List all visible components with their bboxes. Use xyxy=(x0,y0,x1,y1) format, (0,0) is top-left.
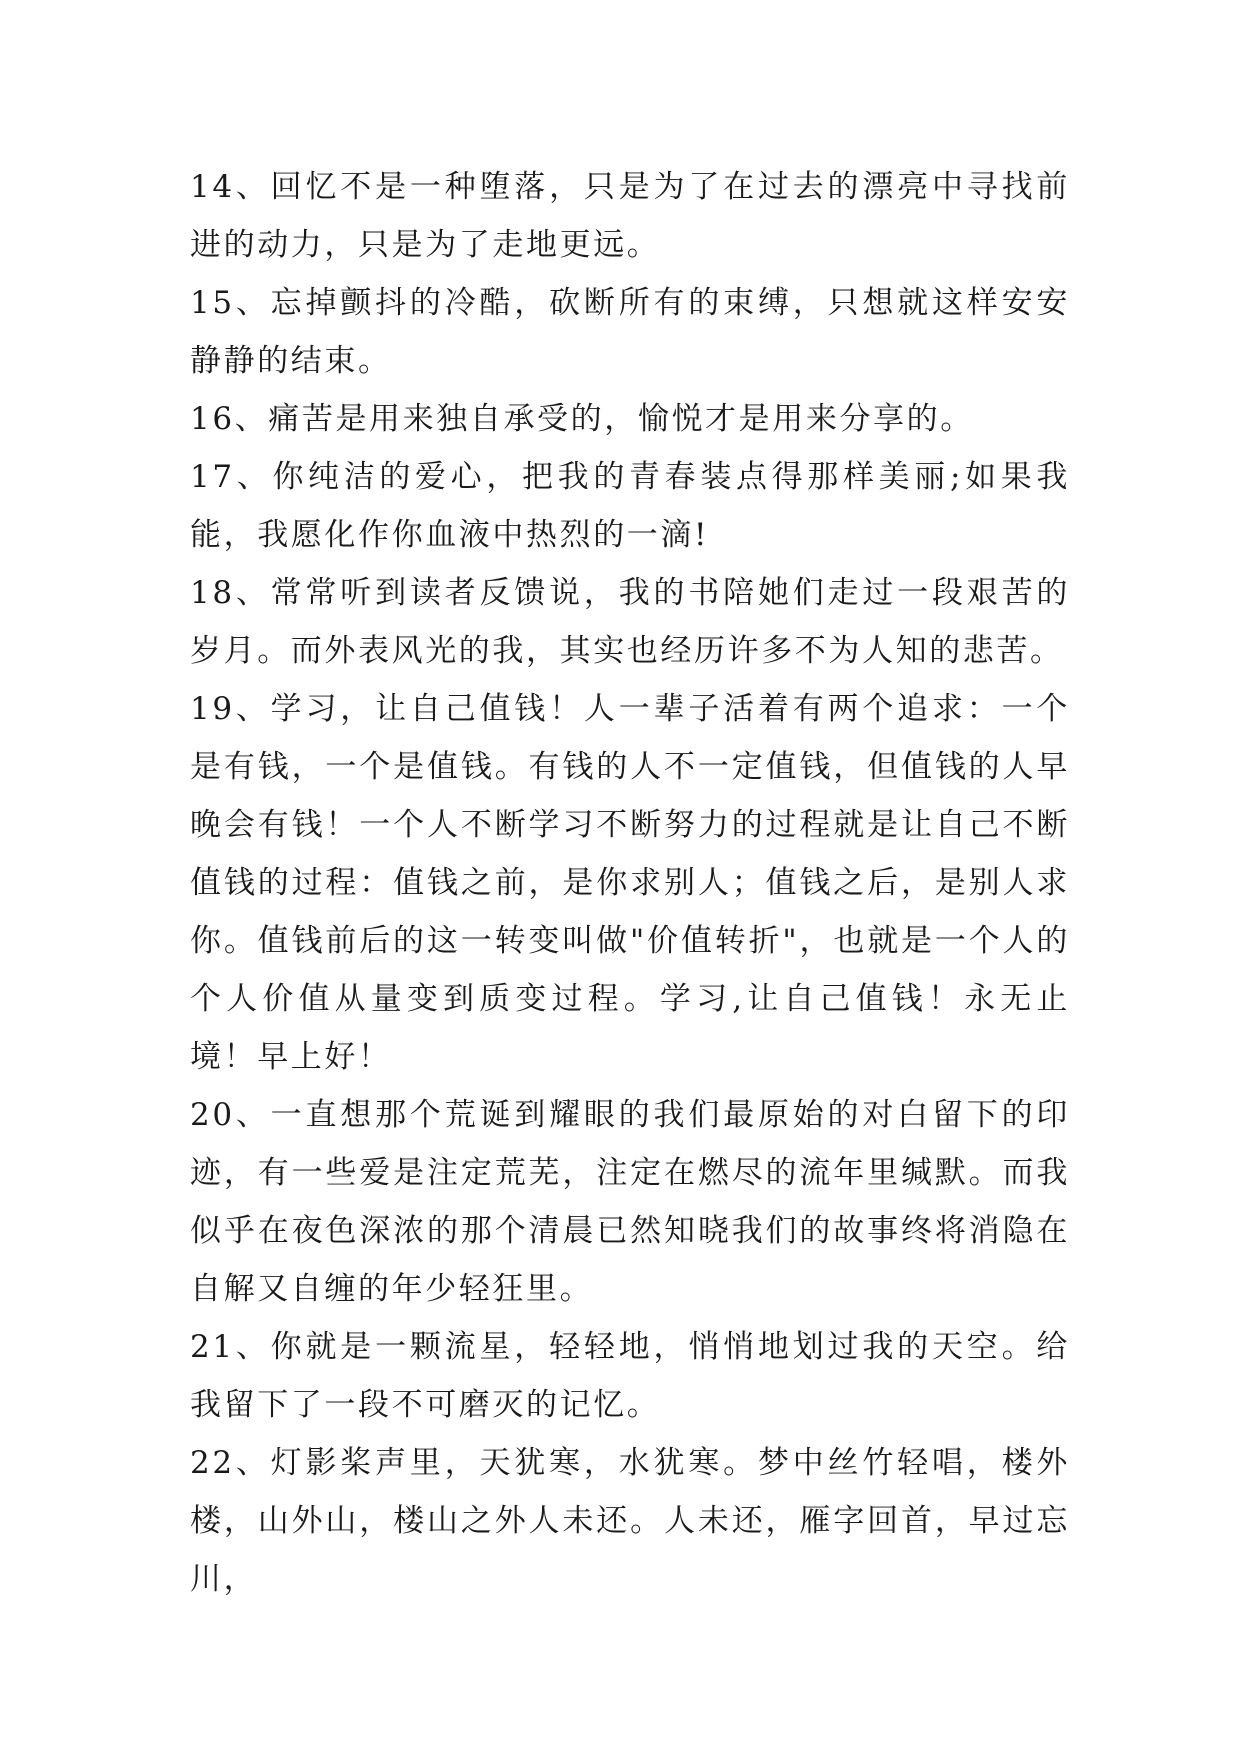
paragraph-19: 19、学习，让自己值钱！人一辈子活着有两个追求：一个是有钱，一个是值钱。有钱的人不一定值钱，但值钱的人早晚会有钱！一个人不断学习不断努力的过程就是让自己不断值钱的过程：值钱之前，是你求别人；值钱之后，是别人求你。值钱前后的这一转变叫做"价值转折"，也就是一个人的个人价值从量变到质变过程。学习,让自己值钱！永无止境！早上好！ xyxy=(190,691,1070,1075)
paragraph-15: 15、忘掉颤抖的冷酷，砍断所有的束缚，只想就这样安安静静的结束。 xyxy=(190,285,1070,379)
paragraph-21: 21、你就是一颗流星，轻轻地，悄悄地划过我的天空。给我留下了一段不可磨灭的记忆。 xyxy=(190,1329,1070,1423)
paragraph-20: 20、一直想那个荒诞到耀眼的我们最原始的对白留下的印迹，有一些爱是注定荒芜，注定在燃尽的流年里缄默。而我似乎在夜色深浓的那个清晨已然知晓我们的故事终将消隐在自解又自缠的年少轻狂里。 xyxy=(190,1097,1070,1307)
paragraph-18: 18、常常听到读者反馈说，我的书陪她们走过一段艰苦的岁月。而外表风光的我，其实也经历许多不为人知的悲苦。 xyxy=(190,575,1070,669)
paragraph-17: 17、你纯洁的爱心，把我的青春装点得那样美丽;如果我能，我愿化作你血液中热烈的一滴! xyxy=(190,459,1070,553)
paragraph-16: 16、痛苦是用来独自承受的，愉悦才是用来分享的。 xyxy=(190,401,974,437)
paragraph-14: 14、回忆不是一种堕落，只是为了在过去的漂亮中寻找前进的动力，只是为了走地更远。 xyxy=(190,169,1070,263)
paragraph-22: 22、灯影桨声里，天犹寒，水犹寒。梦中丝竹轻唱，楼外楼，山外山，楼山之外人未还。人未还，雁字回首，早过忘川， xyxy=(190,1445,1070,1597)
document-body xyxy=(190,158,1070,1608)
